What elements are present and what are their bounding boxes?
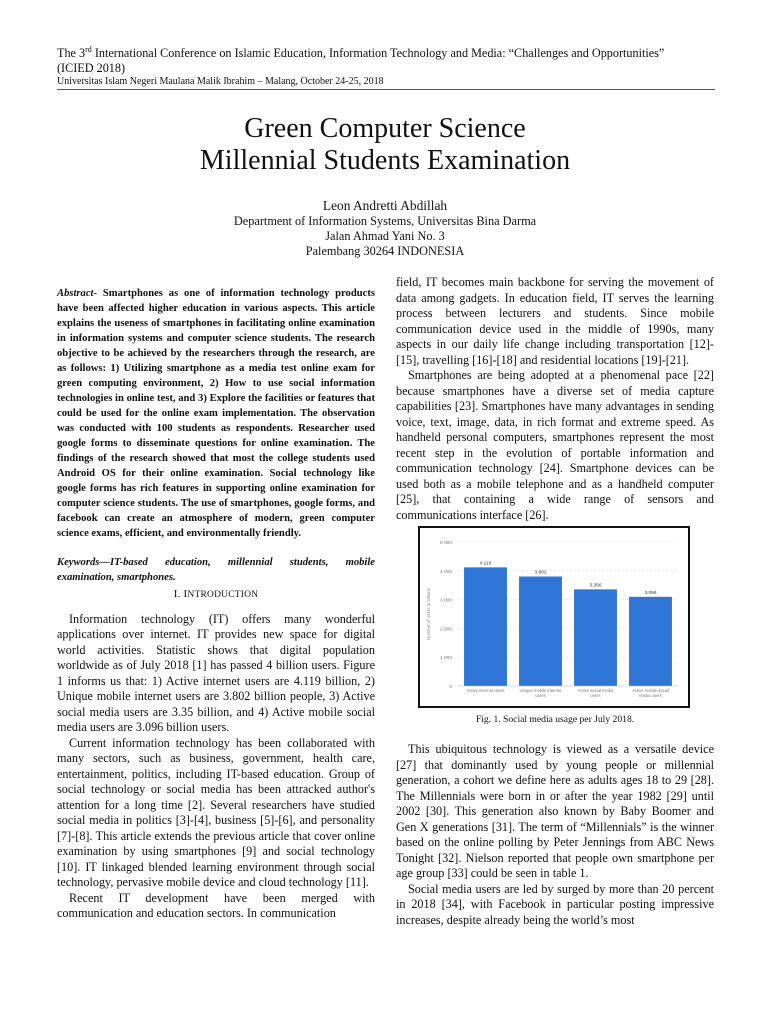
conference-acronym: (ICIED 2018) xyxy=(57,61,126,76)
y-tick-label: 2 000 xyxy=(439,627,452,633)
bar-chart-svg xyxy=(420,528,688,706)
right-column-top xyxy=(396,275,714,523)
left-column xyxy=(57,286,375,922)
x-tick-label: Active social media users xyxy=(577,688,614,698)
bar-value-label: 4.119 xyxy=(479,561,492,567)
y-tick-label: 3 000 xyxy=(439,598,452,604)
y-axis-label: Number of users in billions xyxy=(426,588,431,640)
intro-paragraph-3: Recent IT development have been merged with communication and education sectors. In communication xyxy=(57,890,375,920)
abstract-lead: Abstract- xyxy=(57,288,98,299)
x-tick-label: Active internet users xyxy=(466,688,505,693)
author-affiliation xyxy=(0,214,770,259)
right-bottom-paragraph-1: This ubiquitous technology is viewed as a versatile device [27] that dominantly used by young people or millennial generation, a cohort we define here as adults ages 18 to 29 [28]. The Millennials were born in or after the year 1982 [29] until 2002 [30]. This generation also known by Baby Boomer and Gen X generations [31]. The term of “Millennials” is the winner based on the online polling by Peter Jennings from ABC News Tonight [32]. Nielson reported that people own smartphone per age group [33] could be seen in table 1. xyxy=(396,742,714,880)
conference-title-sup: rd xyxy=(85,45,92,54)
y-tick-label: 4 000 xyxy=(439,569,452,575)
abstract xyxy=(57,286,375,541)
header-divider xyxy=(57,89,715,90)
paper-title-line2: Millennial Students Examination xyxy=(199,145,571,176)
keywords: Keywords—IT-based education, millennial students, mobile examination, smartphones. xyxy=(57,557,375,583)
author-street: Jalan Ahmad Yani No. 3 xyxy=(325,229,445,243)
bar xyxy=(519,577,562,686)
y-tick-label: 0 xyxy=(449,685,452,690)
bar-value-label: 3.356 xyxy=(589,583,602,589)
section-number: I. xyxy=(173,588,181,600)
paper-title-line1: Green Computer Science xyxy=(244,113,526,144)
bar-value-label: 3.096 xyxy=(644,590,657,596)
paper-title xyxy=(0,113,770,177)
conference-title-pre: The 3 xyxy=(57,46,86,61)
bar xyxy=(629,597,672,686)
right-bottom-paragraph-2: Social media users are led by surged by more than 20 percent in 2018 [34], with Facebook in particular posting impressive increases, despite already being the world’s most xyxy=(396,881,714,927)
x-tick-label: Unique mobile internet users xyxy=(519,688,562,698)
conference-affiliation: Universitas Islam Negeri Maulana Malik Ibrahim – Malang, October 24-25, 2018 xyxy=(57,76,384,87)
bar-value-label: 3.802 xyxy=(534,570,547,576)
author-department: Department of Information Systems, Universitas Bina Darma xyxy=(233,214,537,228)
conference-title-post: International Conference on Islamic Education, Information Technology and Media: “Challenges and Opportunities” xyxy=(91,46,665,61)
section-heading-introduction xyxy=(57,587,375,604)
author-name: Leon Andretti Abdillah xyxy=(322,198,448,213)
bar xyxy=(464,567,507,686)
figure-1-chart xyxy=(418,526,690,708)
conference-header xyxy=(57,42,717,76)
section-title-first: I xyxy=(183,588,188,600)
intro-paragraph-2: Current information technology has been collaborated with many sectors, such as business, government, health care, entertainment, politics, including IT-based education. Group of social technology or social media has been attracked author's attention for a long time [2]. Several researchers have studied social media in politics [3]-[4], business [5]-[6], and personality [7]-[8]. This article extends the previous article that cover online examination by using smartphones [9] and social technology [10]. IT linkaged blended learning environment through social technology, pervasive mobile device and cloud technology [11]. xyxy=(57,735,375,889)
right-paragraph-2: Smartphones are being adopted at a phenomenal pace [22] because smartphones have a diverse set of media capture capabilities [23]. Smartphones have many advantages in sending voice, text, image, data, in rich format and extreme speed. As handheld personal computers, smartphones represent the most recent step in the evolution of portable information and communication technology [24]. Smartphone devices can be used both as a mobile telephone and as a handheld computer [25], that containing a wide range of sensors and communications interface [26]. xyxy=(396,368,714,522)
right-column-bottom xyxy=(396,742,714,928)
right-paragraph-1: field, IT becomes main backbone for serving the movement of data among gadgets. In education field, IT serves the learning process between lecturers and students. Since mobile communication device used in the middle of 1990s, many aspects in our daily life change including transportation [12]-[15], travelling [16]-[18] and residential locations [19]-[21]. xyxy=(396,275,714,367)
x-tick-label: Active mobile social media users xyxy=(632,688,669,698)
y-tick-label: 5 000 xyxy=(439,541,452,546)
y-tick-label: 1 000 xyxy=(439,656,452,662)
bar xyxy=(574,589,617,686)
intro-paragraph-1: Information technology (IT) offers many wonderful applications over internet. IT provides new space for digital world activities. Statistic shows that digital population worldwide as of July 2018 [1] has passed 4 billion users. Figure 1 informs us that: 1) Active internet users are 4.119 billion, 2) Unique mobile internet users are 3.802 billion people, 3) Active social media users are 3.35 billion, and 4) Active mobile social media users are 3.096 billion users. xyxy=(57,611,375,734)
abstract-text: Smartphones as one of information technology products have been affected higher education in various aspects. This article explains the useness of smartphones in facilitating online examination in information systems and computer science students. The research objective to be achieved by the researchers through the research, are as follows: 1) Utilizing smartphone as a media test online exam for green computing environment, 2) How to use social information technologies in online test, and 3) Explore the facilities or features that could be used for the online exam implementation. The observation was conducted with 100 students as respondents. Researcher used google forms to disseminate questions for online examination. The findings of the research showed that most the college students used Android OS for their online examination. Social technology like google forms has rich features in supporting online examination for computer science students. The use of smartphones, google forms, and facebook can create an atmosphere of modern, green computer science exams, efficient, and environmentally friendly. xyxy=(57,288,375,539)
figure-caption: Fig. 1. Social media usage per July 2018. xyxy=(475,714,635,725)
section-title-rest: NTRODUCTION xyxy=(187,590,259,600)
author-city: Palembang 30264 INDONESIA xyxy=(305,244,465,258)
